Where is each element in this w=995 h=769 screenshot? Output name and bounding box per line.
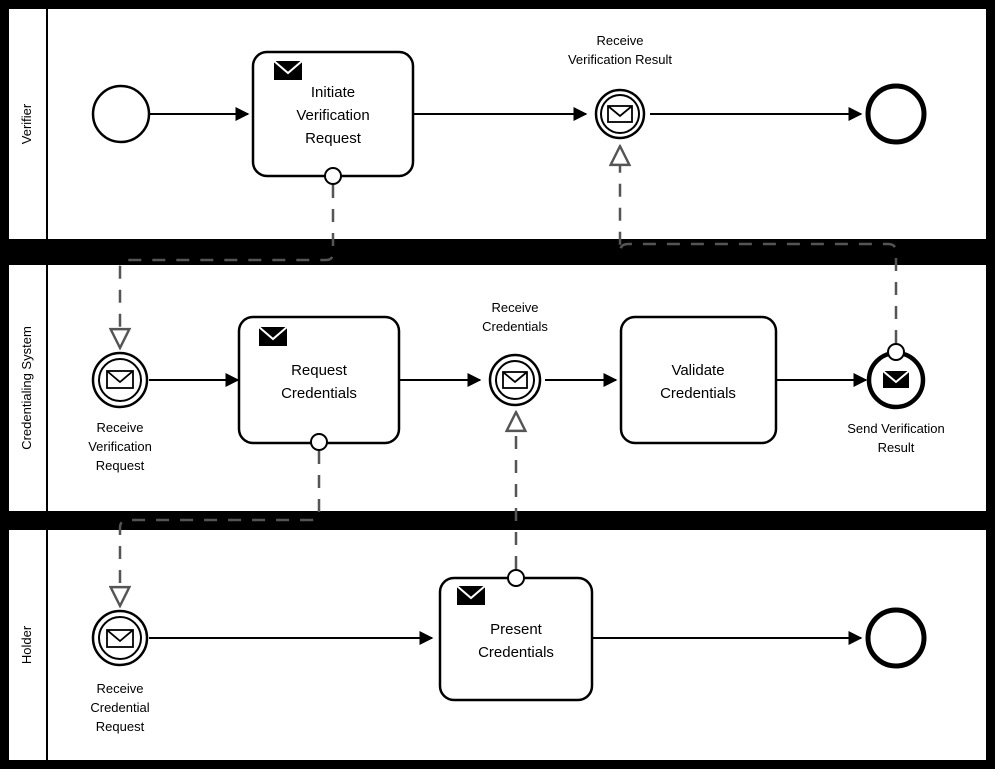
node-verifier-start[interactable] — [93, 86, 149, 142]
lane-label-verifier: Verifier — [19, 103, 34, 145]
event-label-line3: Request — [95, 719, 145, 734]
event-label-line2: Result — [877, 440, 915, 455]
event-label-line2: Verification Result — [567, 52, 673, 67]
event-label-line1: Send Verification — [847, 421, 945, 436]
node-holder-end[interactable] — [868, 610, 924, 666]
node-request-credentials[interactable] — [239, 317, 399, 450]
task-label-line2: Credentials — [660, 385, 736, 402]
lane-verifier — [8, 8, 987, 240]
node-verifier-end[interactable] — [868, 86, 924, 142]
event-label-line1: Receive — [96, 681, 144, 696]
event-label-line3: Request — [95, 458, 145, 473]
task-label-line1: Initiate — [310, 84, 356, 101]
event-label-line1: Receive — [596, 33, 644, 48]
event-label-line2: Credential — [90, 700, 150, 715]
event-label-line2: Verification — [88, 439, 152, 454]
node-initiate-verification-request[interactable] — [253, 52, 413, 184]
lane-label-credentialing-system: Credentialing System — [19, 326, 34, 450]
envelope-icon — [883, 371, 909, 388]
envelope-icon — [457, 586, 485, 605]
task-label-line2: Verification — [296, 107, 370, 124]
node-validate-credentials[interactable] — [621, 317, 776, 443]
event-label-line1: Receive — [491, 300, 539, 315]
task-label-line1: Present — [490, 621, 542, 638]
task-label-line3: Request — [305, 130, 361, 147]
task-label-line1: Request — [291, 362, 347, 379]
event-label-line2: Credentials — [482, 319, 548, 334]
task-label-line2: Credentials — [281, 385, 357, 402]
envelope-icon — [274, 61, 302, 80]
node-present-credentials[interactable] — [440, 570, 592, 700]
task-label-line1: Validate — [671, 362, 725, 379]
task-label-line2: Credentials — [478, 644, 554, 661]
event-label-line1: Receive — [96, 420, 144, 435]
envelope-icon — [259, 327, 287, 346]
lane-label-holder: Holder — [19, 625, 34, 665]
